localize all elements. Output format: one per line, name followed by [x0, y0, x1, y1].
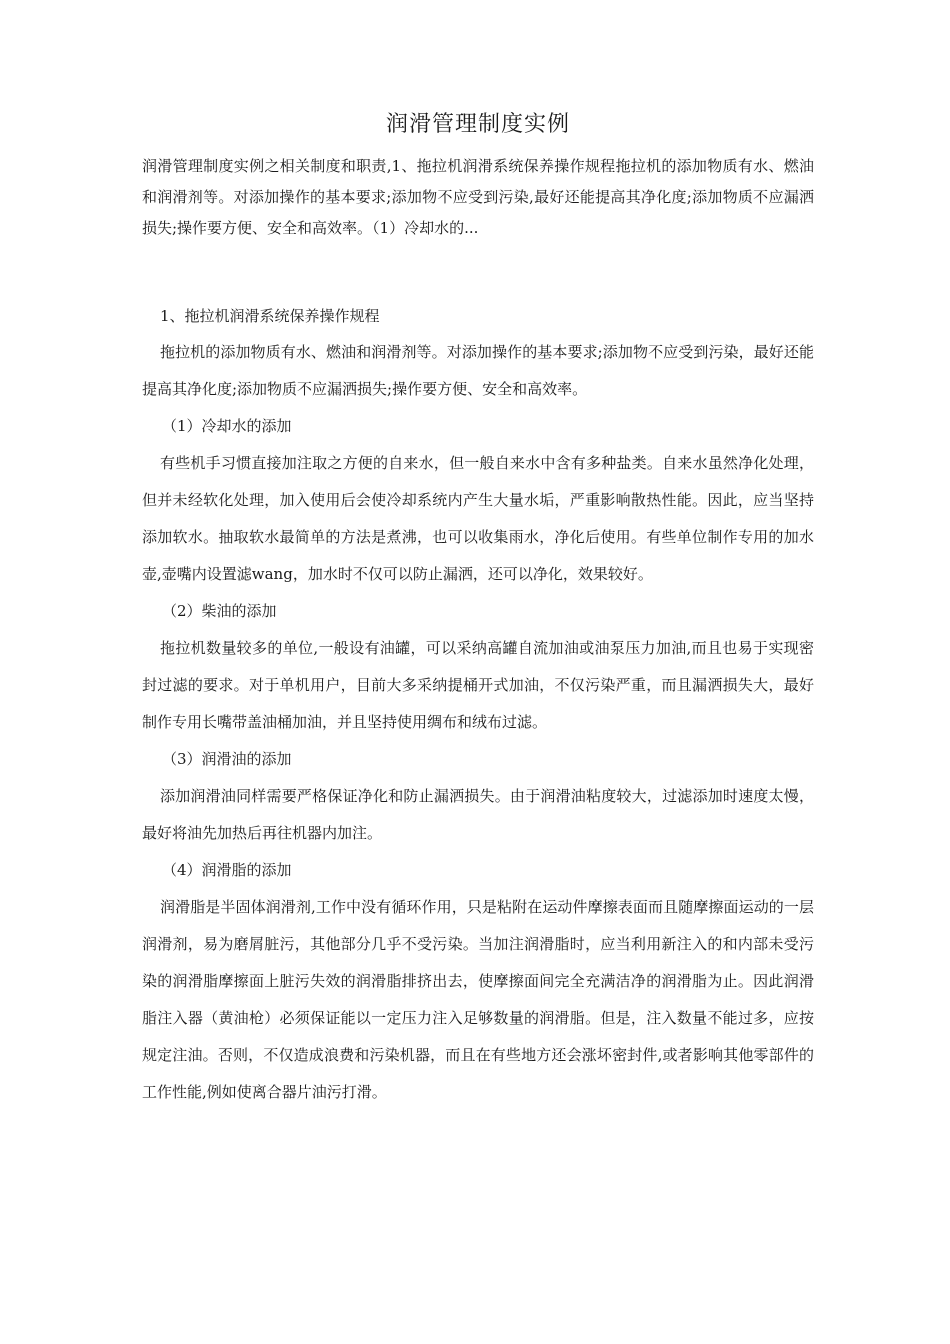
subsection-body-grease: 润滑脂是半固体润滑剂,工作中没有循环作用，只是粘附在运动件摩擦表面而且随摩擦面运动的一层润滑剂，易为磨屑脏污，其他部分几乎不受污染。当加注润滑脂时，应当利用新注入的和内部未受污染的润滑脂摩擦面上脏污失效的润滑脂排挤出去，使摩擦面间完全充满洁净的润滑脂为止。因此润滑脂注入器（黄油枪）必须保证能以一定压力注入足够数量的润滑脂。但是，注入数量不能过多，应按规定注油。否则，不仅造成浪费和污染机器，而且在有些地方还会涨坏密封件,或者影响其他零部件的工作性能,例如使离合器片油污打滑。 [142, 898, 814, 1101]
subsection-body-water: 有些机手习惯直接加注取之方便的自来水，但一般自来水中含有多种盐类。自来水虽然净化处理，但并未经软化处理，加入使用后会使冷却系统内产生大量水垢，严重影响散热性能。因此，应当坚持添加软水。抽取软水最简单的方法是煮沸，也可以收集雨水，净化后使用。有些单位制作专用的加水壶,壶嘴内设置滤wang，加水时不仅可以防止漏洒，还可以净化，效果较好。 [142, 454, 814, 583]
section-intro: 拖拉机的添加物质有水、燃油和润滑剂等。对添加操作的基本要求;添加物不应受到污染，最好还能提高其净化度;添加物质不应漏洒损失;操作要方便、安全和高效率。 [142, 343, 814, 398]
document-content [142, 103, 814, 1111]
document-title: 润滑管理制度实例 [385, 112, 570, 137]
subsection-heading-water: （1）冷却水的添加 [162, 417, 292, 435]
spacer [142, 244, 814, 298]
subsection-body-diesel: 拖拉机数量较多的单位,一般设有油罐，可以采纳高罐自流加油或油泵压力加油,而且也易于实现密封过滤的要求。对于单机用户，目前大多采纳提桶开式加油，不仅污染严重，而且漏洒损失大，最好制作专用长嘴带盖油桶加油，并且坚持使用绸布和绒布过滤。 [142, 639, 814, 731]
subsection-body-lube-oil: 添加润滑油同样需要严格保证净化和防止漏洒损失。由于润滑油粘度较大，过滤添加时速度太慢，最好将油先加热后再往机器内加注。 [142, 787, 814, 842]
subsection-heading-lube-oil: （3）润滑油的添加 [162, 750, 292, 768]
subsection-heading-diesel: （2）柴油的添加 [162, 602, 277, 620]
subsection-heading-grease: （4）润滑脂的添加 [162, 861, 292, 879]
section-heading: 1、拖拉机润滑系统保养操作规程 [160, 307, 380, 325]
document-summary: 润滑管理制度实例之相关制度和职责,1、拖拉机润滑系统保养操作规程拖拉机的添加物质有水、燃油和润滑剂等。对添加操作的基本要求;添加物不应受到污染,最好还能提高其净化度;添加物质不应漏洒损失;操作要方便、安全和高效率。（1）冷却水的... [142, 157, 814, 237]
